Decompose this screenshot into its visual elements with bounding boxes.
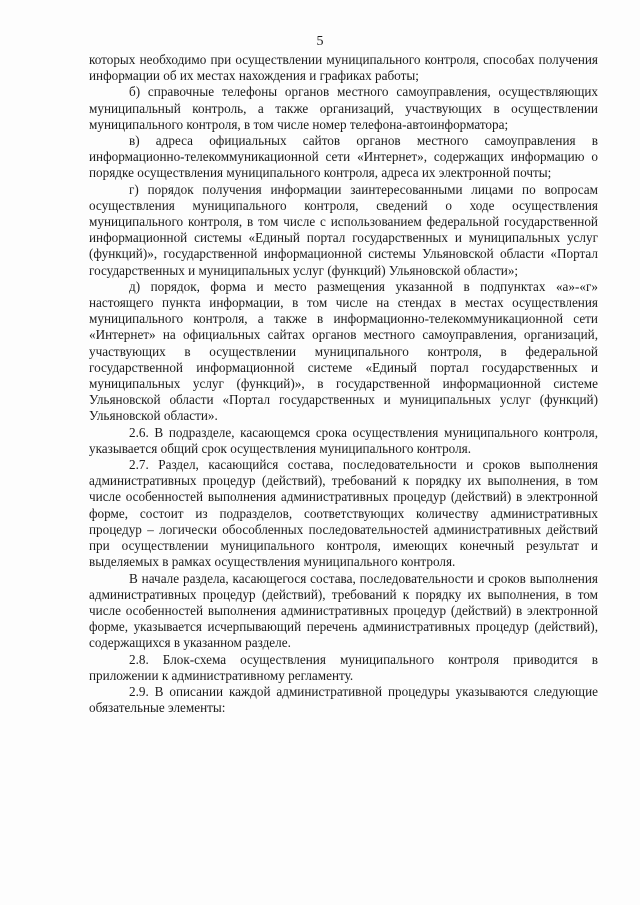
paragraph-item-b: б) справочные телефоны органов местного самоуправления, осуществляющих муниципальный контроль, а также организаций, участвующих в осуществлении муниципального контроля, в том числе номер телефона-автоинформатора; (89, 84, 598, 132)
page-number: 5 (316, 34, 324, 49)
paragraph-2-7: 2.7. Раздел, касающийся состава, последовательности и сроков выполнения административных процедур (действий), требований к порядку их выполнения, в том числе особенностей выполнения административных процедур (действий) в электронной форме, состоит из подразделов, соответствующих количеству административных процедур – логически обособленных последовательностей административных действий при осуществлении муниципального контроля, имеющих конечный результат и выделяемых в рамках осуществления муниципального контроля. (89, 457, 598, 570)
paragraph-2-6: 2.6. В подразделе, касающемся срока осуществления муниципального контроля, указывается общий срок осуществления муниципального контроля. (89, 424, 598, 456)
paragraph-item-d: д) порядок, форма и место размещения указанной в подпунктах «а»-«г» настоящего пункта информации, в том числе на стендах в местах осуществления муниципального контроля, а также в информационно-телекоммуникационной сети «Интернет» на официальных сайтах органов местного самоуправления, организаций, участвующих в осуществлении муниципального контроля, в федеральной государственной информационной системе «Единый портал государственных и муниципальных услуг (функций)», в государственной информационной системе Ульяновской области «Портал государственных и муниципальных услуг (функций) Ульяновской области». (89, 278, 598, 424)
paragraph-item-v: в) адреса официальных сайтов органов местного самоуправления в информационно-телекоммуникационной сети «Интернет», содержащих информацию о порядке осуществления муниципального контроля, адреса их электронной почты; (89, 133, 598, 181)
paragraph-continuation: которых необходимо при осуществлении муниципального контроля, способах получения информации об их местах нахождения и графиках работы; (89, 52, 598, 84)
document-body (89, 52, 598, 716)
paragraph-item-g: г) порядок получения информации заинтересованными лицами по вопросам осуществления муниципального контроля, сведений о ходе осуществления муниципального контроля, в том числе с использованием федеральной государственной информационной системы «Единый портал государственных и муниципальных услуг (функций)», государственной информационной системы Ульяновской области «Портал государственных и муниципальных услуг (функций) Ульяновской области»; (89, 181, 598, 278)
paragraph-2-7-continuation: В начале раздела, касающегося состава, последовательности и сроков выполнения административных процедур (действий), требований к порядку их выполнения, в том числе особенностей выполнения административных процедур (действий) в электронной форме, указывается исчерпывающий перечень административных процедур (действий), содержащихся в указанном разделе. (89, 570, 598, 651)
paragraph-2-9: 2.9. В описании каждой административной процедуры указываются следующие обязательные элементы: (89, 683, 598, 716)
paragraph-2-8: 2.8. Блок-схема осуществления муниципального контроля приводится в приложении к административному регламенту. (89, 651, 598, 683)
